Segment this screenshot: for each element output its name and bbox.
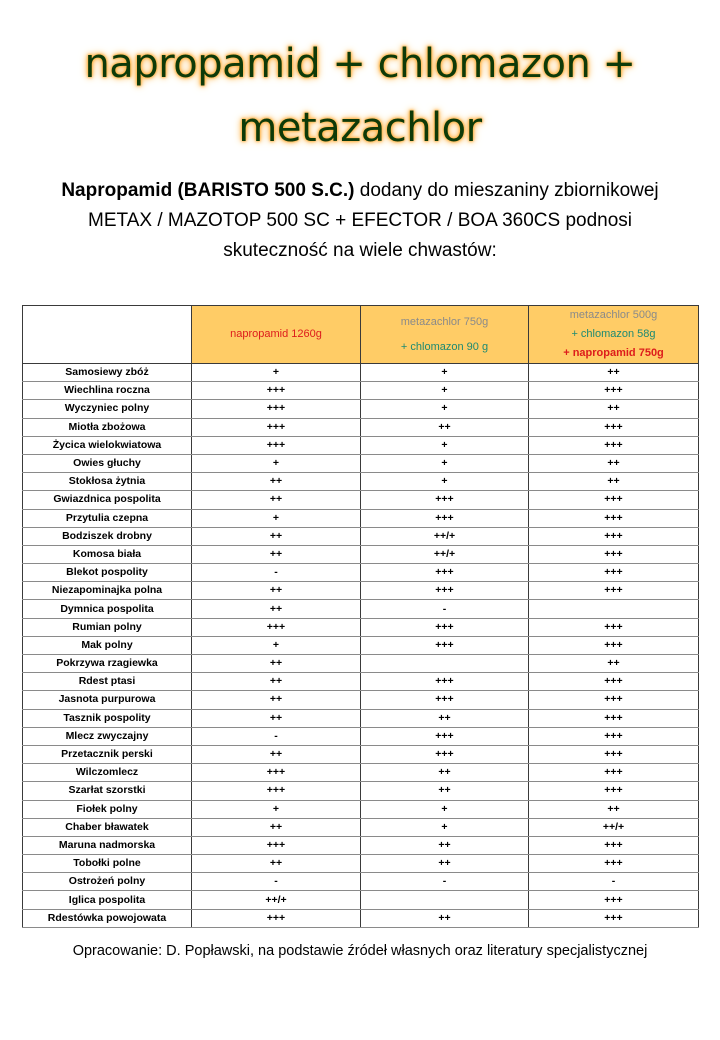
weed-name: Miotła zbożowa bbox=[23, 418, 192, 436]
rating-napropamid: + bbox=[192, 509, 361, 527]
rating-napropamid: ++ bbox=[192, 709, 361, 727]
weed-name: Maruna nadmorska bbox=[23, 836, 192, 854]
header-metazachlor-chlomazon bbox=[361, 306, 529, 364]
table-row bbox=[23, 527, 699, 545]
rating-napropamid: ++ bbox=[192, 473, 361, 491]
source-note: Opracowanie: D. Popławski, na podstawie źródeł własnych oraz literatury specjalistycznej bbox=[72, 943, 648, 959]
weed-name: Chaber bławatek bbox=[23, 818, 192, 836]
rating-napropamid: + bbox=[192, 364, 361, 382]
rating-metazachlor-chlomazon: +++ bbox=[361, 691, 529, 709]
rating-napropamid: ++ bbox=[192, 818, 361, 836]
rating-three-way-mix: - bbox=[529, 873, 699, 891]
rating-napropamid: ++ bbox=[192, 545, 361, 563]
rating-metazachlor-chlomazon: ++ bbox=[361, 909, 529, 927]
rating-three-way-mix: +++ bbox=[529, 564, 699, 582]
rating-metazachlor-chlomazon: ++ bbox=[361, 418, 529, 436]
table-row bbox=[23, 782, 699, 800]
table-row bbox=[23, 454, 699, 472]
intro-paragraph bbox=[0, 176, 720, 266]
rating-napropamid: ++ bbox=[192, 600, 361, 618]
table-row bbox=[23, 618, 699, 636]
rating-three-way-mix: +++ bbox=[529, 782, 699, 800]
rating-metazachlor-chlomazon: + bbox=[361, 400, 529, 418]
weed-name: Gwiazdnica pospolita bbox=[23, 491, 192, 509]
rating-three-way-mix: +++ bbox=[529, 673, 699, 691]
rating-metazachlor-chlomazon: +++ bbox=[361, 582, 529, 600]
weed-name: Tobołki polne bbox=[23, 855, 192, 873]
rating-napropamid: - bbox=[192, 727, 361, 745]
rating-metazachlor-chlomazon bbox=[361, 891, 529, 909]
rating-napropamid: +++ bbox=[192, 418, 361, 436]
weed-name: Rdestówka powojowata bbox=[23, 909, 192, 927]
table-row bbox=[23, 727, 699, 745]
rating-three-way-mix: +++ bbox=[529, 382, 699, 400]
rating-metazachlor-chlomazon: ++ bbox=[361, 836, 529, 854]
title-line-2: metazachlor bbox=[238, 105, 482, 151]
rating-napropamid: ++/+ bbox=[192, 891, 361, 909]
table-row bbox=[23, 400, 699, 418]
table-row bbox=[23, 745, 699, 763]
weed-name: Stokłosa żytnia bbox=[23, 473, 192, 491]
rating-napropamid: - bbox=[192, 564, 361, 582]
rating-three-way-mix: ++ bbox=[529, 473, 699, 491]
weed-name: Pokrzywa rzagiewka bbox=[23, 655, 192, 673]
rating-metazachlor-chlomazon: + bbox=[361, 436, 529, 454]
rating-three-way-mix: +++ bbox=[529, 727, 699, 745]
weed-name: Dymnica pospolita bbox=[23, 600, 192, 618]
table-row bbox=[23, 436, 699, 454]
efficacy-table bbox=[22, 305, 699, 928]
table-row bbox=[23, 764, 699, 782]
weed-name: Ostrożeń polny bbox=[23, 873, 192, 891]
table-header-row bbox=[23, 306, 699, 364]
weed-name: Bodziszek drobny bbox=[23, 527, 192, 545]
rating-three-way-mix: +++ bbox=[529, 545, 699, 563]
rating-napropamid: ++ bbox=[192, 582, 361, 600]
header-corner-cell bbox=[23, 306, 192, 364]
rating-metazachlor-chlomazon: ++/+ bbox=[361, 527, 529, 545]
weed-name: Szarłat szorstki bbox=[23, 782, 192, 800]
rating-three-way-mix: +++ bbox=[529, 418, 699, 436]
rating-three-way-mix: +++ bbox=[529, 691, 699, 709]
rating-three-way-mix: +++ bbox=[529, 836, 699, 854]
weed-name: Niezapominajka polna bbox=[23, 582, 192, 600]
weed-name: Iglica pospolita bbox=[23, 891, 192, 909]
table-row bbox=[23, 364, 699, 382]
rating-napropamid: +++ bbox=[192, 400, 361, 418]
table-row bbox=[23, 673, 699, 691]
rating-three-way-mix: +++ bbox=[529, 709, 699, 727]
page-title bbox=[0, 32, 720, 160]
rating-three-way-mix: +++ bbox=[529, 909, 699, 927]
rating-metazachlor-chlomazon: +++ bbox=[361, 618, 529, 636]
table-row bbox=[23, 564, 699, 582]
weed-name: Mlecz zwyczajny bbox=[23, 727, 192, 745]
table-row bbox=[23, 909, 699, 927]
header-col3-metazachlor: metazachlor 500g bbox=[569, 309, 658, 321]
rating-napropamid: + bbox=[192, 454, 361, 472]
rating-napropamid: +++ bbox=[192, 782, 361, 800]
rating-metazachlor-chlomazon: +++ bbox=[361, 509, 529, 527]
weed-name: Przetacznik perski bbox=[23, 745, 192, 763]
weed-name: Blekot pospolity bbox=[23, 564, 192, 582]
rating-napropamid: ++ bbox=[192, 491, 361, 509]
rating-metazachlor-chlomazon: +++ bbox=[361, 491, 529, 509]
rating-three-way-mix: ++ bbox=[529, 364, 699, 382]
rating-metazachlor-chlomazon: +++ bbox=[361, 564, 529, 582]
rating-napropamid: +++ bbox=[192, 618, 361, 636]
rating-metazachlor-chlomazon: + bbox=[361, 454, 529, 472]
header-col3-napropamid: + napropamid 750g bbox=[563, 347, 664, 359]
table-row bbox=[23, 473, 699, 491]
rating-metazachlor-chlomazon: + bbox=[361, 473, 529, 491]
rating-three-way-mix: +++ bbox=[529, 436, 699, 454]
rating-napropamid: +++ bbox=[192, 436, 361, 454]
intro-line-2: METAX / MAZOTOP 500 SC + EFECTOR / BOA 360CS podnosi bbox=[88, 210, 632, 231]
table-row bbox=[23, 818, 699, 836]
rating-metazachlor-chlomazon: + bbox=[361, 382, 529, 400]
rating-three-way-mix: +++ bbox=[529, 582, 699, 600]
rating-three-way-mix: ++ bbox=[529, 800, 699, 818]
table-row bbox=[23, 491, 699, 509]
rating-three-way-mix: +++ bbox=[529, 491, 699, 509]
weed-name: Przytulia czepna bbox=[23, 509, 192, 527]
rating-metazachlor-chlomazon bbox=[361, 655, 529, 673]
rating-napropamid: + bbox=[192, 800, 361, 818]
weed-name: Owies głuchy bbox=[23, 454, 192, 472]
table-row bbox=[23, 545, 699, 563]
rating-metazachlor-chlomazon: +++ bbox=[361, 745, 529, 763]
header-col3-chlomazon: + chlomazon 58g bbox=[571, 328, 656, 340]
rating-metazachlor-chlomazon: +++ bbox=[361, 727, 529, 745]
rating-three-way-mix: ++ bbox=[529, 400, 699, 418]
header-col2-metazachlor: metazachlor 750g bbox=[400, 315, 489, 328]
table-row bbox=[23, 873, 699, 891]
rating-metazachlor-chlomazon: + bbox=[361, 800, 529, 818]
table-row bbox=[23, 655, 699, 673]
rating-napropamid: ++ bbox=[192, 855, 361, 873]
title-line-1: napropamid + chlomazon + bbox=[84, 41, 636, 87]
rating-metazachlor-chlomazon: - bbox=[361, 600, 529, 618]
intro-line-1-rest: dodany do mieszaniny zbiornikowej bbox=[354, 180, 659, 201]
rating-metazachlor-chlomazon: ++ bbox=[361, 709, 529, 727]
rating-metazachlor-chlomazon: ++/+ bbox=[361, 545, 529, 563]
rating-metazachlor-chlomazon: +++ bbox=[361, 673, 529, 691]
rating-three-way-mix: +++ bbox=[529, 745, 699, 763]
rating-metazachlor-chlomazon: ++ bbox=[361, 855, 529, 873]
rating-metazachlor-chlomazon: + bbox=[361, 364, 529, 382]
weed-name: Fiołek polny bbox=[23, 800, 192, 818]
weed-name: Rumian polny bbox=[23, 618, 192, 636]
table-row bbox=[23, 836, 699, 854]
rating-napropamid: +++ bbox=[192, 764, 361, 782]
table-row bbox=[23, 636, 699, 654]
weed-name: Tasznik pospolity bbox=[23, 709, 192, 727]
weed-name: Komosa biała bbox=[23, 545, 192, 563]
table-row bbox=[23, 891, 699, 909]
rating-three-way-mix: +++ bbox=[529, 527, 699, 545]
rating-napropamid: ++ bbox=[192, 655, 361, 673]
intro-product-name: Napropamid (BARISTO 500 S.C.) bbox=[61, 180, 355, 201]
weed-name: Życica wielokwiatowa bbox=[23, 436, 192, 454]
rating-three-way-mix: +++ bbox=[529, 509, 699, 527]
rating-napropamid: + bbox=[192, 636, 361, 654]
rating-napropamid: ++ bbox=[192, 745, 361, 763]
rating-napropamid: +++ bbox=[192, 836, 361, 854]
rating-three-way-mix bbox=[529, 600, 699, 618]
table-row bbox=[23, 855, 699, 873]
rating-napropamid: - bbox=[192, 873, 361, 891]
table-row bbox=[23, 418, 699, 436]
table-row bbox=[23, 691, 699, 709]
table-row bbox=[23, 709, 699, 727]
rating-metazachlor-chlomazon: - bbox=[361, 873, 529, 891]
rating-three-way-mix: +++ bbox=[529, 636, 699, 654]
table-row bbox=[23, 600, 699, 618]
rating-napropamid: ++ bbox=[192, 691, 361, 709]
rating-napropamid: ++ bbox=[192, 527, 361, 545]
rating-three-way-mix: ++ bbox=[529, 655, 699, 673]
rating-three-way-mix: ++/+ bbox=[529, 818, 699, 836]
weed-name: Wilczomlecz bbox=[23, 764, 192, 782]
rating-metazachlor-chlomazon: ++ bbox=[361, 764, 529, 782]
weed-name: Wyczyniec polny bbox=[23, 400, 192, 418]
rating-three-way-mix: +++ bbox=[529, 855, 699, 873]
weed-name: Jasnota purpurowa bbox=[23, 691, 192, 709]
weed-name: Mak polny bbox=[23, 636, 192, 654]
rating-three-way-mix: ++ bbox=[529, 454, 699, 472]
table-row bbox=[23, 382, 699, 400]
rating-metazachlor-chlomazon: ++ bbox=[361, 782, 529, 800]
weed-name: Samosiewy zbóż bbox=[23, 364, 192, 382]
table-row bbox=[23, 509, 699, 527]
header-col2-chlomazon: + chlomazon 90 g bbox=[400, 340, 489, 353]
rating-three-way-mix: +++ bbox=[529, 618, 699, 636]
rating-three-way-mix: +++ bbox=[529, 764, 699, 782]
table-row bbox=[23, 582, 699, 600]
weed-name: Wiechlina roczna bbox=[23, 382, 192, 400]
rating-metazachlor-chlomazon: +++ bbox=[361, 636, 529, 654]
rating-napropamid: +++ bbox=[192, 382, 361, 400]
rating-three-way-mix: +++ bbox=[529, 891, 699, 909]
table-row bbox=[23, 800, 699, 818]
intro-line-1 bbox=[0, 176, 720, 206]
rating-napropamid: ++ bbox=[192, 673, 361, 691]
rating-metazachlor-chlomazon: + bbox=[361, 818, 529, 836]
weed-name: Rdest ptasi bbox=[23, 673, 192, 691]
header-napropamid-dose: napropamid 1260g bbox=[230, 328, 322, 340]
header-three-way-mix bbox=[529, 306, 699, 364]
rating-napropamid: +++ bbox=[192, 909, 361, 927]
header-napropamid bbox=[192, 306, 361, 364]
intro-line-3: skuteczność na wiele chwastów: bbox=[223, 240, 497, 261]
